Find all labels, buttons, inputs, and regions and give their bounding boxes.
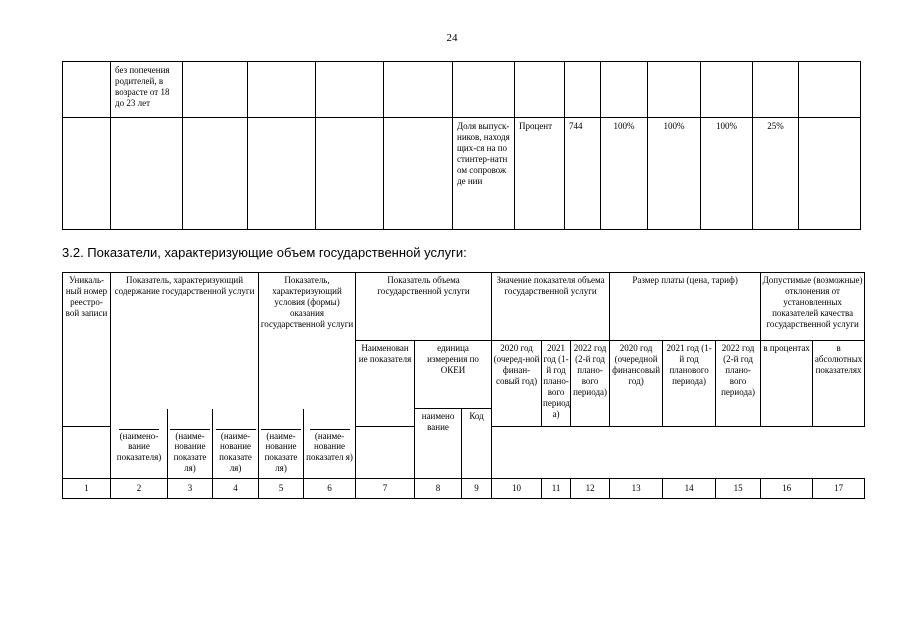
unit-cell: Процент — [515, 118, 565, 230]
okei-code-cell: 744 — [565, 118, 601, 230]
column-number: 1 — [63, 479, 111, 499]
header-fee: Размер платы (цена, тариф) — [610, 273, 761, 341]
header-deviation-absolute: в абсолютных показателях — [813, 341, 865, 427]
conditions-sub-2: (наиме-нование показател я) — [304, 427, 356, 479]
column-number: 4 — [213, 479, 259, 499]
header-okei-unit: единица измерения по ОКЕИ — [415, 341, 492, 409]
column-number: 2 — [111, 479, 168, 499]
table-row — [63, 62, 861, 118]
deviation-cell: 25% — [753, 118, 799, 230]
column-number: 3 — [168, 479, 213, 499]
quality-indicators-table-continued — [62, 61, 861, 230]
column-number: 5 — [259, 479, 304, 499]
table-row — [63, 341, 865, 409]
column-number: 11 — [542, 479, 571, 499]
volume-indicators-table — [62, 272, 865, 499]
column-number: 14 — [663, 479, 716, 499]
page-number: 24 — [446, 32, 458, 44]
value-2021-cell: 100% — [648, 118, 701, 230]
underline — [310, 429, 350, 430]
header-value-2021: 2021 год (1-й год плано-вого период а) — [542, 341, 571, 427]
column-number: 9 — [462, 479, 492, 499]
content-sub-1: (наимено-вание показателя) — [111, 427, 168, 479]
column-number: 8 — [415, 479, 462, 499]
content-sub-2: (наиме-нование показате ля) — [168, 427, 213, 479]
header-volume-indicator: Показатель объема государственной услуги — [356, 273, 492, 341]
header-fee-2020: 2020 год (очередной финансовый год) — [610, 341, 663, 427]
column-numbers-row — [63, 479, 865, 499]
conditions-sub-1: (наиме-нование показате ля) — [259, 427, 304, 479]
header-content-indicator: Показатель, характеризующий содержание государственной услуги — [111, 273, 259, 341]
underline — [216, 429, 256, 430]
header-deviation: Допустимые (возможные) отклонения от установленных показателей качества государственной услуги — [761, 273, 865, 341]
header-value-2022: 2022 год (2-й год плано-вого периода) — [571, 341, 610, 427]
header-deviation-percent: в процентах — [761, 341, 813, 427]
table-row — [63, 118, 861, 230]
column-number: 12 — [571, 479, 610, 499]
section-title: 3.2. Показатели, характеризующие объем государственной услуги: — [62, 245, 467, 260]
column-number: 6 — [304, 479, 356, 499]
header-volume-name: Наименован ие показателя — [356, 341, 415, 427]
column-number: 17 — [813, 479, 865, 499]
underline — [261, 429, 301, 430]
header-okei-name: наимено вание — [415, 409, 462, 479]
header-fee-2022: 2022 год (2-й год плано-вого периода) — [716, 341, 761, 427]
underline — [119, 429, 159, 430]
header-okei-code: Код — [462, 409, 492, 479]
table-row — [63, 273, 865, 341]
header-fee-2021: 2021 год (1-й год планового периода) — [663, 341, 716, 427]
column-number: 15 — [716, 479, 761, 499]
value-2020-cell: 100% — [601, 118, 648, 230]
header-unique-number: Уникаль-ный номер реестро-вой записи — [63, 273, 111, 427]
column-number: 10 — [492, 479, 542, 499]
column-number: 16 — [761, 479, 813, 499]
content-indicator-cell: без попечения родителей, в возрасте от 18 до 23 лет — [111, 62, 183, 118]
underline — [170, 429, 210, 430]
column-number: 7 — [356, 479, 415, 499]
value-2022-cell: 100% — [701, 118, 753, 230]
header-value-2020: 2020 год (очеред-ной финан-совый год) — [492, 341, 542, 427]
column-number: 13 — [610, 479, 663, 499]
header-volume-values: Значение показателя объема государственной услуги — [492, 273, 610, 341]
content-sub-3: (наиме-нование показате ля) — [213, 427, 259, 479]
indicator-name-cell: Доля выпуск-ников, находящих-ся на постинтер-натном сопровожде нии — [453, 118, 515, 230]
header-conditions-indicator: Показатель, характеризующий условия (формы) оказания государственной услуги — [259, 273, 356, 341]
